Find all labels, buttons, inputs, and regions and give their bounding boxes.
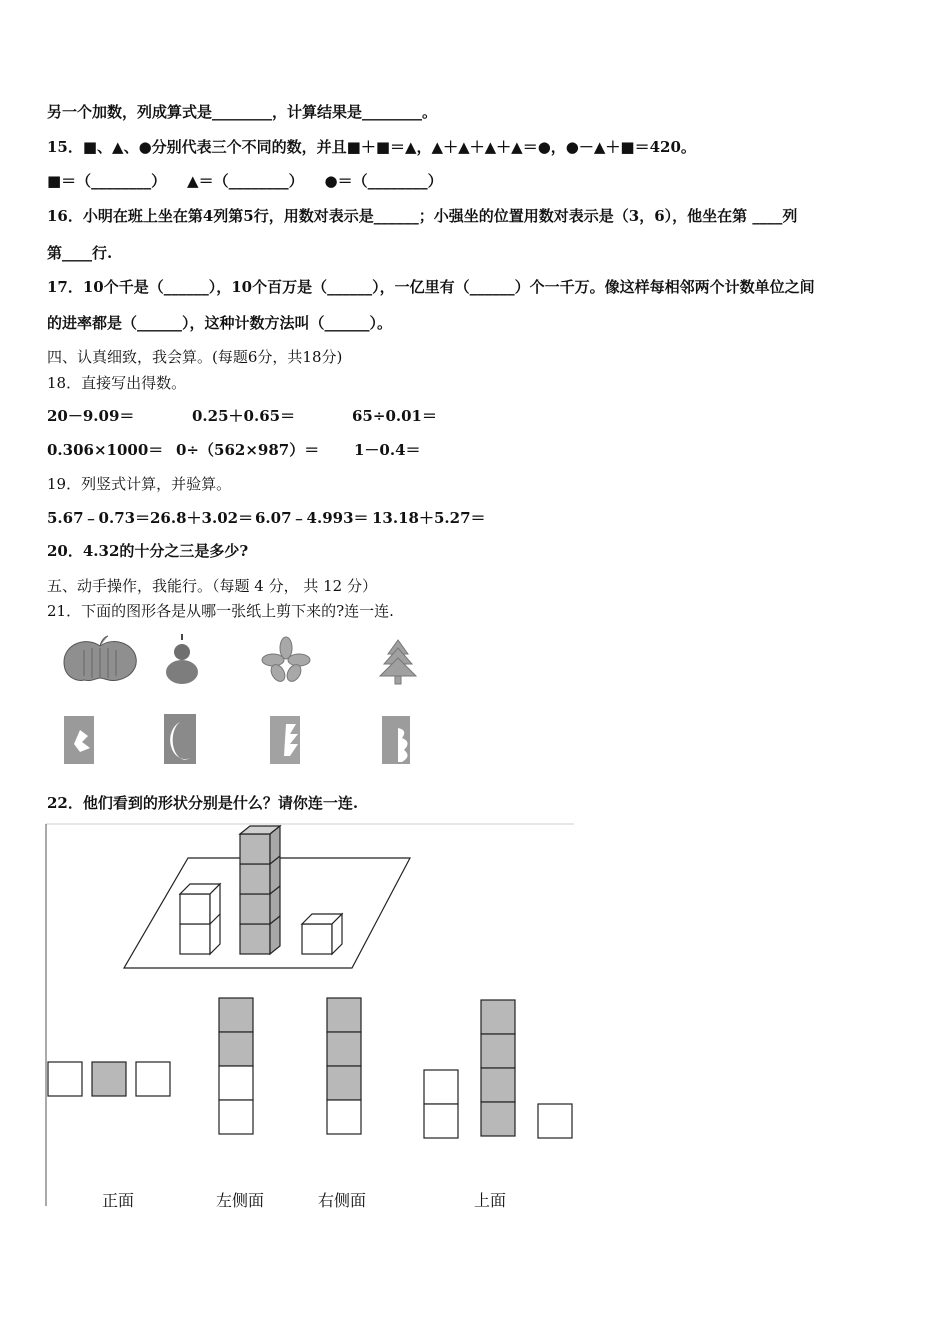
q19-title: 19．列竖式计算，并验算。 [47, 475, 232, 493]
q19-item: 26.8＋3.02＝ [150, 509, 254, 527]
apple-cutout-icon [64, 636, 136, 681]
q18-item: 1－0.4＝ [354, 441, 421, 459]
tree-cutout-icon [380, 640, 416, 684]
q19-item: 6.07﹣4.993＝ [255, 509, 369, 527]
label-front: 正面 [102, 1191, 135, 1210]
label-top: 上面 [474, 1191, 507, 1210]
view-top [424, 1000, 572, 1138]
q18-item: 0.25＋0.65＝ [192, 407, 296, 425]
q18-item: 65÷0.01＝ [352, 407, 437, 425]
label-right-side: 右侧面 [318, 1191, 367, 1210]
q22-figure [40, 820, 580, 1210]
paper-leaf-hole-icon [64, 716, 94, 764]
q17-line1: 17．10个千是（______），10个百万是（______），一亿里有（______）个一千万。像这样每相邻两个计数单位之间 [47, 278, 815, 296]
q20: 20．4.32的十分之三是多少? [47, 542, 249, 560]
q16-line1: 16．小明在班上坐在第4列第5行，用数对表示是______；小强坐的位置用数对表示是（3，6），他坐在第 ____列 [47, 207, 798, 225]
q15-line2: ■＝（________） ▲＝（________） ●＝（________） [47, 172, 443, 190]
q16-line2: 第____行. [47, 244, 113, 262]
view-right-side [327, 998, 361, 1134]
q18-item: 20－9.09＝ [47, 407, 135, 425]
label-left-side: 左侧面 [216, 1191, 265, 1210]
paper-moon-hole-icon [164, 714, 196, 764]
q18-title: 18．直接写出得数。 [47, 374, 187, 392]
view-front [48, 1062, 170, 1096]
q21-figure [40, 630, 440, 780]
section-5-heading: 五、动手操作，我能行。（每题 4 分， 共 12 分） [47, 577, 377, 595]
q22-title: 22．他们看到的形状分别是什么？请你连一连. [47, 794, 359, 812]
q21-title: 21．下面的图形各是从哪一张纸上剪下来的?连一连. [47, 602, 394, 620]
view-left-side [219, 998, 253, 1134]
cube-stack-left [180, 884, 220, 954]
gourd-cutout-icon [166, 634, 198, 684]
q15-line1: 15．■、▲、●分别代表三个不同的数，并且■＋■＝▲，▲＋▲＋▲＋▲＝●，●－▲＋■＝420。 [47, 138, 696, 156]
cube-single-right [302, 914, 342, 954]
q18-item: 0÷（562×987）＝ [176, 441, 320, 459]
section-4-heading: 四、认真细致，我会算。(每题6分，共18分) [47, 348, 343, 366]
q14-tail: 另一个加数，列成算式是________，计算结果是________。 [47, 103, 438, 121]
paper-zigzag-hole-icon [270, 716, 300, 764]
flower-cutout-icon [262, 637, 310, 684]
cube-stack-tall [240, 826, 280, 954]
q19-item: 5.67﹣0.73＝ [47, 509, 151, 527]
q17-line2: 的进率都是（______），这种计数方法叫（______）。 [47, 314, 393, 332]
q19-item: 13.18＋5.27＝ [372, 509, 486, 527]
paper-wave-hole-icon [382, 716, 410, 764]
q18-item: 0.306×1000＝ [47, 441, 164, 459]
